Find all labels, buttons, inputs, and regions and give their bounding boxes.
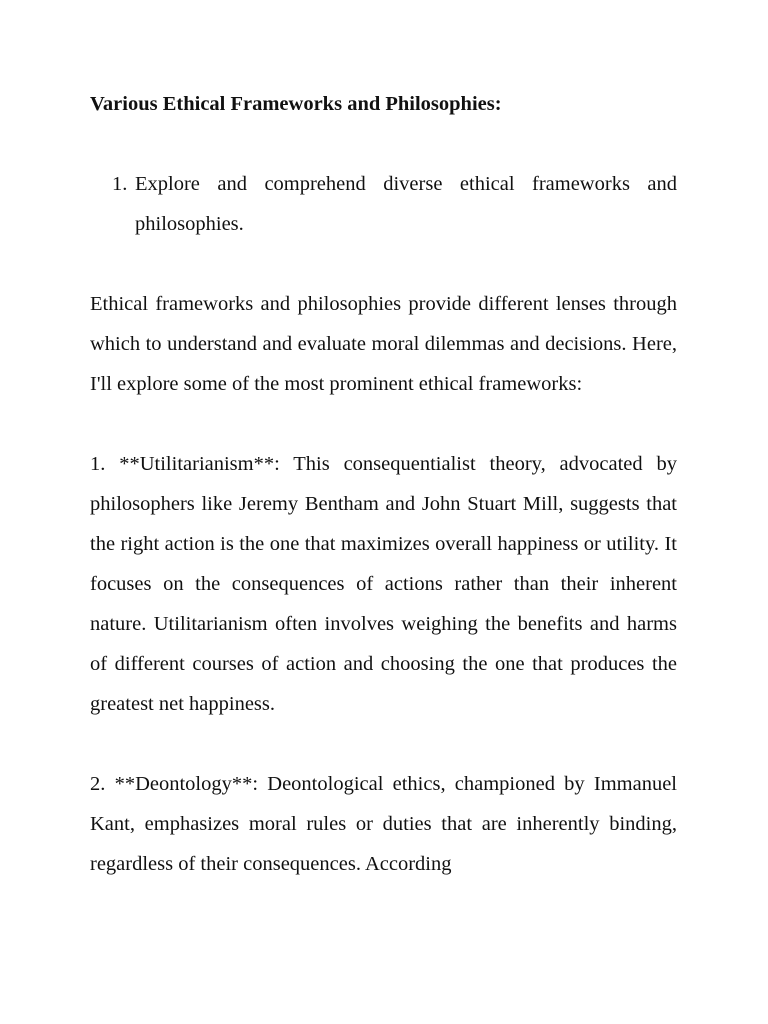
list-item-number: 1. (112, 173, 128, 195)
document-heading: Various Ethical Frameworks and Philosophies: (90, 93, 502, 115)
deontology-paragraph: 2. **Deontology**: Deontological ethics, championed by Immanuel Kant, emphasizes moral rules or duties that are inherently binding, regardless of their consequences. According (90, 773, 677, 875)
list-item-text: Explore and comprehend diverse ethical frameworks and philosophies. (135, 173, 677, 235)
document-page (90, 84, 677, 924)
list-item (90, 164, 677, 244)
numbered-list (90, 164, 677, 244)
intro-paragraph: Ethical frameworks and philosophies provide different lenses through which to understand and evaluate moral dilemmas and decisions. Here, I'll explore some of the most prominent ethical frameworks: (90, 293, 677, 395)
utilitarianism-paragraph: 1. **Utilitarianism**: This consequentialist theory, advocated by philosophers like Jeremy Bentham and John Stuart Mill, suggests that the right action is the one that maximizes overall happiness or utility. It focuses on the consequences of actions rather than their inherent nature. Utilitarianism often involves weighing the benefits and harms of different courses of action and choosing the one that produces the greatest net happiness. (90, 453, 677, 715)
